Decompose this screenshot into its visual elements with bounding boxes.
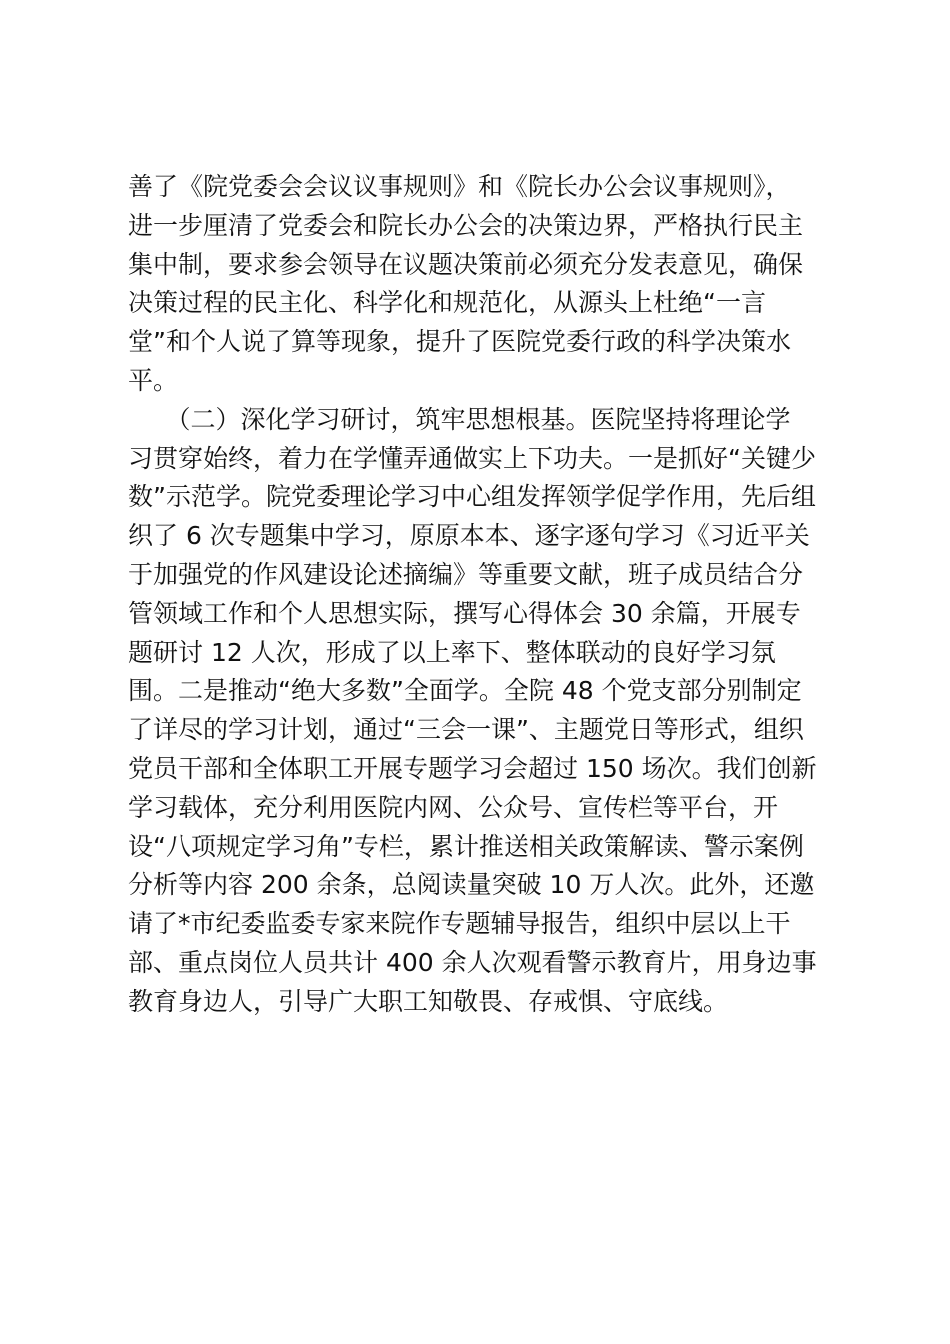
- text-line: 围。二是推动“绝大多数”全面学。全院 48 个党支部分别制定: [128, 676, 802, 706]
- text-line: 了详尽的学习计划，通过“三会一课”、主题党日等形式，组织: [128, 715, 804, 745]
- text-line: 习贯穿始终，着力在学懂弄通做实上下功夫。一是抓好“关键少: [128, 443, 816, 473]
- body-text: [128, 168, 828, 1022]
- text-line: 于加强党的作风建设论述摘编》等重要文献，班子成员结合分: [128, 559, 804, 589]
- text-line: 织了 6 次专题集中学习，原原本本、逐字逐句学习《习近平关: [128, 521, 810, 551]
- text-line: 平。: [128, 365, 179, 395]
- text-line: 善了《院党委会会议议事规则》和《院长办公会议事规则》，: [128, 172, 791, 201]
- text-line: 学习载体，充分利用医院内网、公众号、宣传栏等平台，开: [128, 792, 779, 822]
- text-line: 集中制，要求参会领导在议题决策前必须充分发表意见，确保: [128, 249, 804, 279]
- text-line: 进一步厘清了党委会和院长办公会的决策边界，严格执行民主: [128, 210, 804, 240]
- text-line: 教育身边人，引导广大职工知敬畏、存戒惧、守底线。: [128, 986, 729, 1016]
- text-line: 数”示范学。院党委理论学习中心组发挥领学促学作用，先后组: [128, 482, 816, 512]
- text-line: （二）深化学习研讨，筑牢思想根基。医院坚持将理论学: [128, 404, 791, 434]
- text-line: 部、重点岗位人员共计 400 余人次观看警示教育片，用身边事: [128, 947, 817, 977]
- text-line: 决策过程的民主化、科学化和规范化，从源头上杜绝“一言: [128, 288, 766, 318]
- text-line: 党员干部和全体职工开展专题学习会超过 150 场次。我们创新: [128, 753, 817, 783]
- text-line: 堂”和个人说了算等现象，提升了医院党委行政的科学决策水: [128, 327, 791, 357]
- text-line: 请了*市纪委监委专家来院作专题辅导报告，组织中层以上干: [128, 909, 791, 939]
- text-line: 分析等内容 200 余条，总阅读量突破 10 万人次。此外，还邀: [128, 870, 815, 900]
- text-line: 题研讨 12 人次，形成了以上率下、整体联动的良好学习氛: [128, 637, 776, 667]
- text-line: 设“八项规定学习角”专栏，累计推送相关政策解读、警示案例: [128, 831, 804, 861]
- text-line: 管领域工作和个人思想实际，撰写心得体会 30 余篇，开展专: [128, 598, 801, 628]
